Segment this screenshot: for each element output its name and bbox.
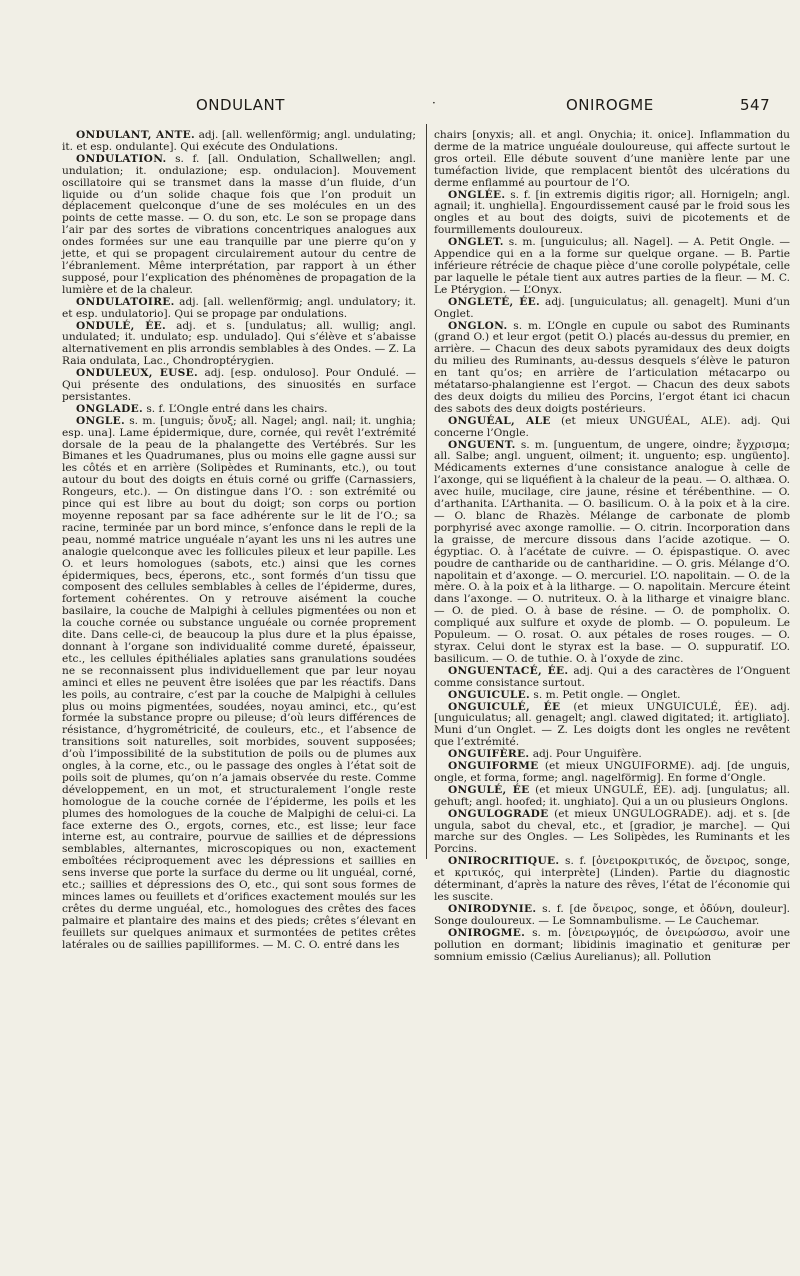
dictionary-entry — [62, 154, 416, 297]
dictionary-entry — [62, 416, 416, 952]
entry-headword: ONDULEUX, EUSE. — [76, 367, 198, 380]
dictionary-entry — [434, 130, 790, 190]
right-column — [434, 130, 790, 963]
entry-headword: ONGUICULÉ, ÉE — [448, 700, 561, 713]
dictionary-entry — [434, 809, 790, 857]
entry-definition: s. f. [all. Ondulation, Schallwellen; angl. undulation; it. ondulazione; esp. ondulacion]. Mouvement oscillatoire qui se transmet dans la masse d’un fluide, d’un liquide ou d’un solide chaque fois que l’on produit un déplacement quelconque d’une de ses molécules en un des points de cette masse. — O. du son, etc. Le son se propage dans l’air par des sortes de vibrations concentriques analogues aux ondes formées sur une eau tranquille par une pierre qu’on y jette, et qui se propagent circulairement autour du centre de l’ébranlement. Même interprétation, par rapport à un éther supposé, pour l’explication des phénomènes de propagation de la lumière et de la chaleur. — [62, 152, 416, 296]
entry-headword: ONGULÉ, ÉE — [448, 783, 530, 796]
dictionary-entry — [434, 928, 790, 964]
entry-headword: ONGLÉE. — [448, 188, 506, 201]
entry-definition: adj. [esp. onduloso]. Pour Ondulé. — Qui présente des ondulations, des sinuosités en surface persistantes. — [62, 367, 416, 403]
entry-definition: s. m. Petit ongle. — Onglet. — [533, 688, 681, 701]
entry-definition: s. f. L’Ongle entré dans les chairs. — [146, 402, 328, 415]
entry-definition: adj. [all. wellenförmig; angl. undulatory; it. et esp. undulatorio]. Qui se propage par ondulations. — [62, 295, 416, 320]
entry-headword: ONDULATION. — [76, 152, 167, 165]
dictionary-entry — [434, 702, 790, 750]
entry-definition: s. m. [unguiculus; all. Nagel]. — A. Petit Ongle. — Appendice qui en a la forme sur quelque organe. — B. Partie inférieure rétrécie de chaque pièce d’une corolle polypétale, celle par laquelle le pétale tient aux autres parties de la fleur. — M. C. Le Ptérygion. — L’Onyx. — [434, 236, 790, 296]
entry-definition: (et mieux UNGULOGRADE). adj. et s. [de ungula, sabot du cheval, etc., et [gradior, je marche]. — Qui marche sur des Ongles. — Les Solipèdes, les Ruminants et les Porcins. — [434, 807, 790, 856]
dictionary-entry — [434, 321, 790, 416]
dictionary-entry — [434, 237, 790, 297]
entry-headword: ONIROCRITIQUE. — [448, 855, 560, 868]
column-divider — [426, 124, 427, 859]
entry-headword: ONGLON. — [448, 319, 508, 332]
entry-definition: adj. [unguiculatus; all. genagelt]. Muni d’un Onglet. — [434, 295, 790, 320]
entry-definition: s. m. [unguis; ὄνυξ; all. Nagel; angl. nail; it. unghia; esp. una]. Lame épidermique, dure, cornée, qui revêt l’extrémité dorsale de la peau de la phalangette des Vertébrés. Sur les Bimanes et les Quadrumanes, plus ou moins elle gagne aussi sur les côtés et en arrière (Solipèdes et Ruminants, etc.), ou tout autour du bout des doigts en étuis corné ou griffe (Carnassiers, Rongeurs, etc.). — On distingue dans l’O. : son extrémité ou pince qui est libre au bout du doigt; son corps ou portion moyenne reposant par sa face adhérente sur le lit de l’O.; sa racine, terminée par un bord mince, s’enfonce dans le repli de la peau, nommé matrice unguéale n’ayant les uns ni les autres une analogie quelconque avec les follicules pileux et leur papille. Les O. et leurs homologues (sabots, etc.) ainsi que les cornes épidermiques, becs, éperons, etc., sont formés d’un tissu que composent des cellules semblables à celles de l’épiderme, dures, fortement cohérentes. On y retrouve aisément la couche basilaire, la couche de Malpighi à cellules pigmentées ou non et la couche cornée ou substance unguéale ou cornée proprement dite. Dans celle-ci, de beaucoup la plus dure et la plus épaisse, donnant à l’organe son individualité comme dureté, épaisseur, etc., les cellules épithéliales aplaties sans granulations soudées ne se reconnaissent plus individuellement que par leur noyau aminci et elles ne peuvent être isolées que par les réactifs. Dans les poils, au contraire, c’est par la couche de Malpighi à cellules plus ou moins pigmentées, soudées, noyau aminci, etc., qu’est formée la substance propre ou pileuse; d’où leurs différences de résistance, d’hygrométricité, de couleurs, etc., et l’absence de transitions soit naturelles, soit morbides, souvent supposées; d’où l’impossibilité de la substitution de poils ou de plumes aux ongles, à la corne, etc., ou le passage des ongles à l’état soit de poils soit de plumes, qu’on n’a jamais observée du reste. Comme développement, en un mot, et structuralement l’ongle reste homologue de la couche cornée de l’épiderme, les poils et les plumes des homologues de la couche de Malpighi de celui-ci. La face externe des O., ergots, cornes, etc., est lisse; leur face interne est, au contraire, pourvue de saillies et de dépressions semblables, alternantes, microscopiques ou non, exactement emboîtées réciproquement avec les dépressions et saillies en sens inverse que porte la surface du derme ou lit unguéal, corné, etc.; saillies et dépressions des O, etc., qui sont sous formes de minces lames ou feuillets et d’orifices exactement moulés sur les crêtes du derme unguéal, etc., homologues des crêtes des faces palmaire et plantaire des mains et des pieds; crêtes s’élevant en feuillets sur quelques animaux et surmontées de petites crêtes latérales ou de saillies papilliformes. — M. C. O. entré dans les — [62, 414, 416, 951]
entry-definition: chairs [onyxis; all. et angl. Onychia; it. onice]. Inflammation du derme de la matrice unguéale douloureuse, qui affecte surtout le gros orteil. Elle débute souvent d’une manière lente par une tuméfaction livide, que remplacent bientôt des ulcérations du derme enflammé au pourtour de l’O. — [434, 129, 790, 189]
dictionary-entry — [434, 856, 790, 904]
header-mark: · — [432, 96, 436, 110]
dictionary-entry — [62, 130, 416, 154]
header-right-word: ONIROGME — [566, 96, 654, 114]
dictionary-entry — [434, 297, 790, 321]
dictionary-entry — [434, 416, 790, 440]
entry-definition: s. m. [ὀνειρωγμός, de ὀνειρώσσω, avoir une pollution en dormant; libidinis imaginatio et genituræ per somnium emissio (Cælius Aurelianus); all. Pollution — [434, 926, 790, 963]
entry-headword: ONGUIFORME — [448, 760, 539, 773]
entry-headword: ONDULATOIRE. — [76, 295, 175, 308]
entry-headword: ONGULOGRADE — [448, 807, 549, 820]
dictionary-entry — [62, 321, 416, 369]
dictionary-entry — [62, 368, 416, 404]
entry-headword: ONGLE. — [76, 414, 125, 427]
running-header — [0, 96, 800, 118]
entry-headword: ONGLET. — [448, 236, 504, 249]
entry-definition: adj. et s. [undulatus; all. wullig; angl. undulated; it. undulato; esp. undulado]. Qui s’élève et s’abaisse alternativement en plis arrondis semblables à des Ondes. — Z. La Raia ondulata, Lac., Chondroptérygien. — [62, 319, 416, 368]
header-left-word: ONDULANT — [196, 96, 285, 114]
left-column — [62, 130, 416, 952]
entry-headword: ONGUICULE. — [448, 688, 531, 701]
entry-definition: s. f. [in extremis digitis rigor; all. Hornigeln; angl. agnail; it. unghiella]. Engourdissement causé par le froid sous les ongles et au bout des doigts, suivi de picotements et de fourmillements douloureux. — [434, 188, 790, 237]
dictionary-entry — [62, 297, 416, 321]
entry-definition: adj. Pour Unguifère. — [532, 748, 642, 761]
dictionary-entry — [434, 440, 790, 666]
entry-headword: ONGUÉAL, ALE — [448, 414, 551, 427]
dictionary-entry — [434, 666, 790, 690]
dictionary-entry — [434, 785, 790, 809]
entry-definition: s. m. L’Ongle en cupule ou sabot des Ruminants (grand O.) et leur ergot (petit O.) placés au-dessus du premier, en arrière. — Chacun des deux sabots pyramidaux des deux doigts du milieu des Ruminants, au-dessus desquels s’élève le paturon en tant qu’os; en arrière de l’articulation métacarpo ou métatarso-phalangienne est l’ergot. — Chacun des deux sabots des deux doigts du milieu des Porcins, l’ergot étant ici chacun des sabots des deux doigts postérieurs. — [434, 319, 790, 415]
entry-definition: s. m. [unguentum, de ungere, oindre; ἔγχρισμα; all. Salbe; angl. unguent, oilment; it. unguento; esp. ungüento]. Médicaments externes d’une consistance analogue à celle de l’axonge, qui se liquéfient à la chaleur de la peau. — O. althæa. O. avec huile, mucilage, cire jaune, résine et térébenthine. — O. d’arthanita. L’Arthanita. — O. basilicum. O. à la poix et à la cire. — O. blanc de Rhazès. Mélange de carbonate de plomb porphyrisé avec axonge ramollie. — O. citrin. Incorporation dans la graisse, de mercure dissous dans l’acide azotique. — O. égyptiac. O. à l’acétate de cuivre. — O. épispastique. O. avec poudre de cantharide ou de cantharidine. — O. gris. Mélange d’O. napolitain et d’axonge. — O. mercuriel. L’O. napolitain. — O. de la mère. O. à la poix et à la litharge. — O. napolitain. Mercure éteint dans l’axonge. — O. nutriteux. O. à la litharge et vinaigre blanc. — O. de pied. O. à base de résine. — O. de pompholix. O. compliqué aux sulfure et oxyde de plomb. — O. populeum. Le Populeum. — O. rosat. O. aux pétales de roses rouges. — O. styrax. Celui dont le styrax est la base. — O. suppuratif. L’O. basilicum. — O. de tuthie. O. à l’oxyde de zinc. — [434, 438, 790, 665]
entry-headword: ONIRODYNIE. — [448, 902, 537, 915]
entry-definition: adj. Qui a des caractères de l’Onguent comme consistance surtout. — [434, 664, 790, 689]
entry-headword: ONDULÉ, ÉE. — [76, 319, 167, 332]
entry-definition: (et mieux UNGUÉAL, ALE). adj. Qui concerne l’Ongle. — [434, 414, 790, 439]
dictionary-entry — [434, 190, 790, 238]
entry-headword: ONGLADE. — [76, 402, 143, 415]
entry-definition: (et mieux UNGUICULÉ, ÉE). adj. [unguiculatus; all. genagelt; angl. clawed digitated; it. artigliato]. Muni d’un Onglet. — Z. Les doigts dont les ongles ne revêtent que l’extrémité. — [434, 700, 790, 749]
dictionary-entry — [434, 904, 790, 928]
entry-definition: adj. [all. wellenförmig; angl. undulating; it. et esp. ondulante]. Qui exécute des Ondulations. — [62, 129, 416, 153]
entry-headword: ONGUIFÈRE. — [448, 748, 530, 761]
entry-headword: ONGUENT. — [448, 438, 516, 451]
entry-headword: ONGUENTACÉ, ÉE. — [448, 664, 569, 677]
entry-definition: (et mieux UNGUIFORME). adj. [de unguis, ongle, et forma, forme; angl. nagelförmig]. En forme d’Ongle. — [434, 760, 790, 784]
page-number: 547 — [740, 96, 771, 114]
dictionary-entry — [434, 761, 790, 785]
entry-headword: ONGLETÉ, ÉE. — [448, 295, 540, 308]
entry-headword: ONIROGME. — [448, 926, 526, 939]
entry-definition: s. f. [ὀνειροκριτικός, de ὄνειρος, songe, et κριτικός, qui interprète] (Linden). Partie du diagnostic déterminant, d’après la nature des rêves, l’état de l’économie qui les suscite. — [434, 855, 790, 903]
entry-definition: s. f. [de ὄνειρος, songe, et ὀδύνη, douleur]. Songe douloureux. — Le Somnambulisme. — Le Cauchemar. — [434, 902, 791, 927]
entry-definition: (et mieux UNGULÉ, ÉE). adj. [ungulatus; all. gehuft; angl. hoofed; it. unghiato]. Qui a un ou plusieurs Onglons. — [434, 783, 791, 808]
entry-headword: ONDULANT, ANTE. — [76, 129, 196, 141]
